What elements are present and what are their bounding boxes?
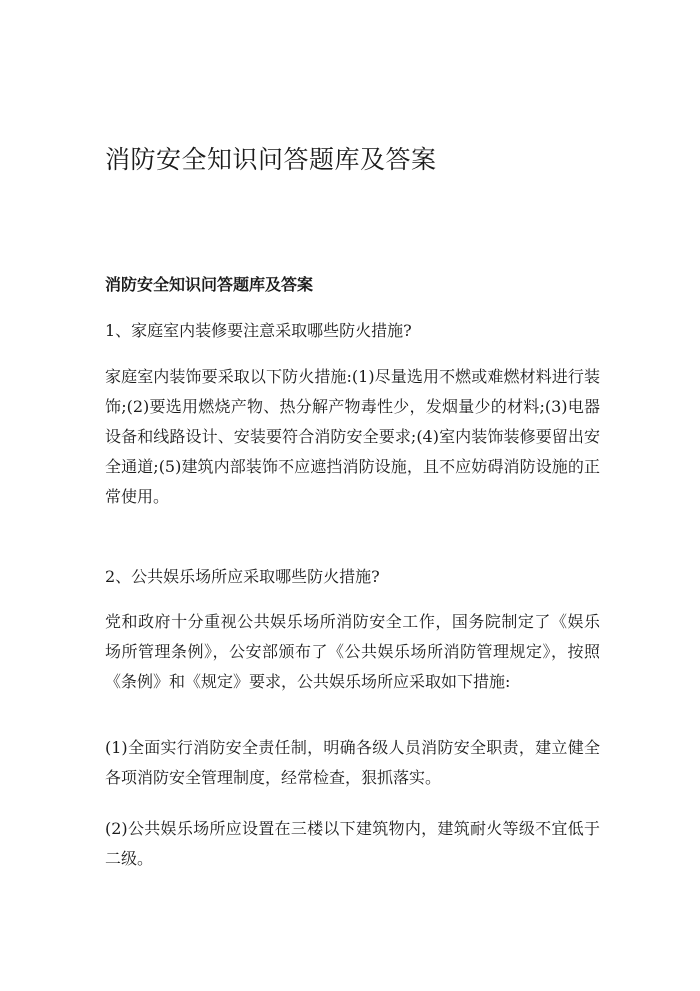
question-1: 1、家庭室内装修要注意采取哪些防火措施?: [105, 321, 412, 340]
question-2: 2、公共娱乐场所应采取哪些防火措施?: [105, 567, 380, 586]
answer-1: 家庭室内装饰要采取以下防火措施:(1)尽量选用不燃或难燃材料进行装饰;(2)要选用燃烧产物、热分解产物毒性少，发烟量少的材料;(3)电器设备和线路设计、安装要符合消防安全要求;(4)室内装饰装修要留出安全通道;(5)建筑内部装饰不应遮挡消防设施，且不应妨碍消防设施的正常使用。: [105, 367, 600, 506]
document-title: 消防安全知识问答题库及答案: [105, 145, 437, 174]
section-heading: 消防安全知识问答题库及答案: [105, 275, 314, 294]
answer-2-item-2: (2)公共娱乐场所应设置在三楼以下建筑物内，建筑耐火等级不宜低于二级。: [105, 819, 600, 868]
answer-2-item-1: (1)全面实行消防安全责任制，明确各级人员消防安全职责，建立健全各项消防安全管理制度，经常检查，狠抓落实。: [105, 738, 600, 787]
answer-2-intro: 党和政府十分重视公共娱乐场所消防安全工作，国务院制定了《娱乐场所管理条例》，公安部颁布了《公共娱乐场所消防管理规定》，按照《条例》和《规定》要求，公共娱乐场所应采取如下措施:: [105, 612, 600, 691]
